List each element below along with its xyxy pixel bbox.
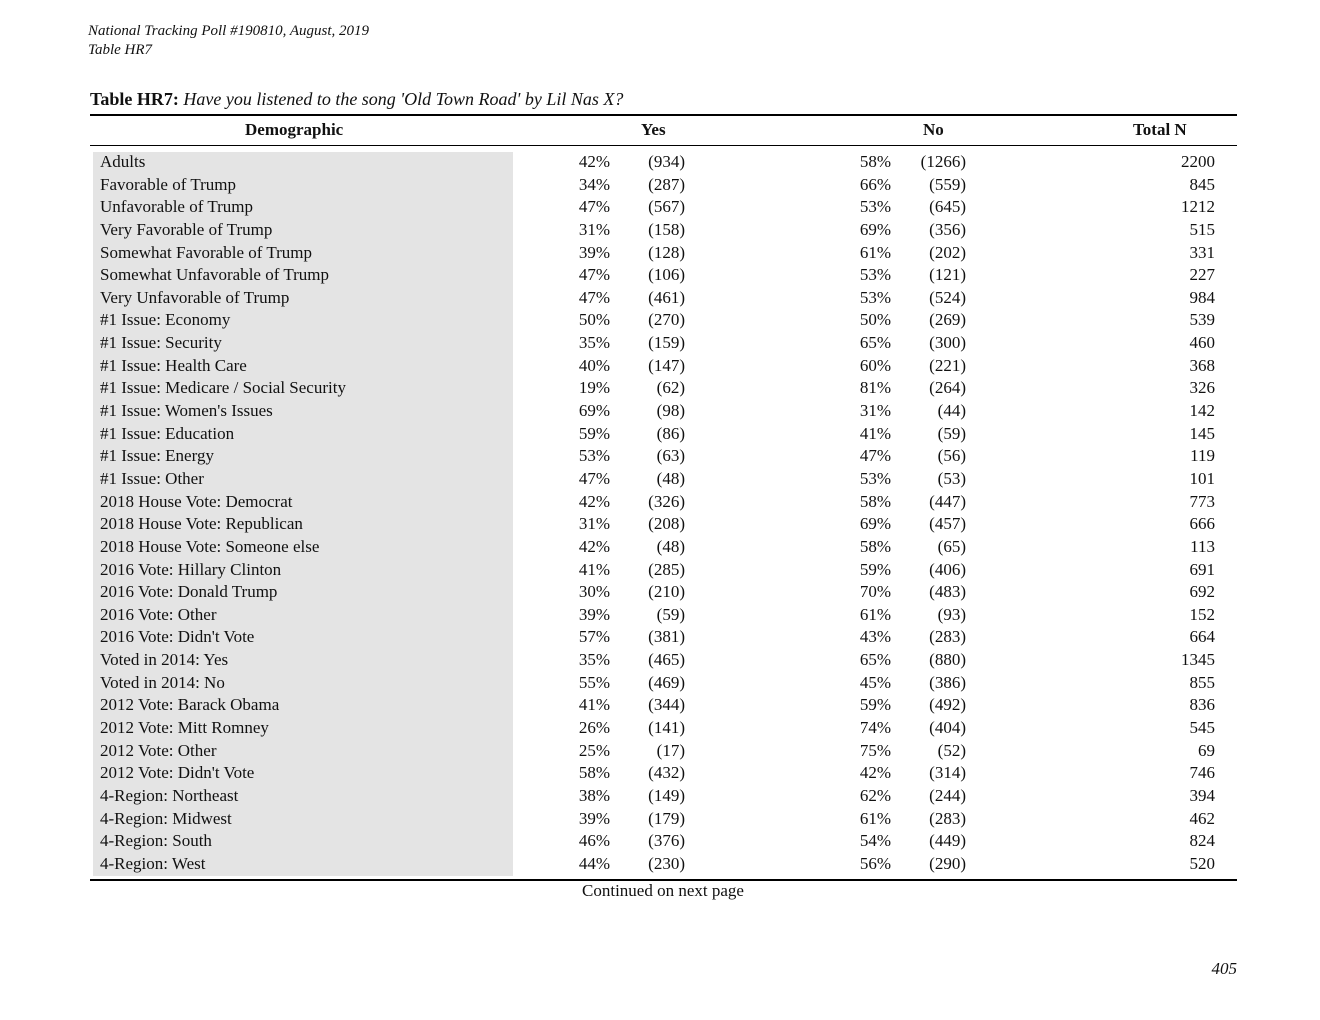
total-n: 545	[1189, 718, 1215, 738]
no-percent: 60%	[859, 355, 891, 375]
row-label: #1 Issue: Energy	[100, 446, 214, 466]
no-count: (202)	[929, 242, 966, 262]
row-label: 2018 House Vote: Someone else	[100, 536, 320, 556]
no-percent: 42%	[859, 763, 891, 783]
table-row	[0, 491, 1320, 514]
table-row	[0, 785, 1320, 808]
total-n: 666	[1189, 514, 1215, 534]
no-percent: 62%	[859, 785, 891, 805]
yes-count: (465)	[648, 650, 685, 670]
row-label: 2012 Vote: Didn't Vote	[100, 763, 255, 783]
caption-question: Have you listened to the song 'Old Town Road' by Lil Nas X?	[183, 89, 624, 109]
yes-percent: 53%	[578, 446, 610, 466]
no-count: (645)	[929, 197, 966, 217]
table-row	[0, 830, 1320, 853]
total-n: 1345	[1181, 650, 1215, 670]
no-percent: 75%	[859, 740, 891, 760]
caption-label: Table HR7:	[90, 89, 179, 109]
yes-percent: 30%	[578, 582, 610, 602]
total-n: 69	[1198, 740, 1215, 760]
row-label: Voted in 2014: No	[100, 672, 225, 692]
no-count: (53)	[937, 468, 966, 488]
yes-percent: 58%	[578, 763, 610, 783]
row-label: Very Unfavorable of Trump	[100, 287, 290, 307]
yes-percent: 41%	[578, 559, 610, 579]
yes-percent: 46%	[578, 831, 610, 851]
table-row	[0, 400, 1320, 423]
yes-count: (147)	[648, 355, 685, 375]
header-rule	[90, 145, 1237, 146]
table-row	[0, 626, 1320, 649]
no-percent: 47%	[859, 446, 891, 466]
total-n: 746	[1189, 763, 1215, 783]
row-label: Adults	[100, 152, 146, 171]
table-row	[0, 445, 1320, 468]
yes-count: (98)	[656, 401, 685, 421]
row-label: 2016 Vote: Donald Trump	[100, 582, 278, 602]
total-n: 460	[1189, 333, 1215, 353]
no-percent: 53%	[859, 468, 891, 488]
table-row	[0, 672, 1320, 695]
yes-count: (432)	[648, 763, 685, 783]
no-percent: 58%	[859, 152, 891, 171]
yes-count: (469)	[648, 672, 685, 692]
table-row	[0, 219, 1320, 242]
yes-percent: 47%	[578, 287, 610, 307]
no-count: (290)	[929, 853, 966, 873]
no-percent: 59%	[859, 695, 891, 715]
no-count: (65)	[937, 536, 966, 556]
table-row	[0, 853, 1320, 876]
no-percent: 58%	[859, 491, 891, 511]
table-row	[0, 196, 1320, 219]
yes-percent: 35%	[578, 650, 610, 670]
yes-count: (376)	[648, 831, 685, 851]
yes-count: (48)	[656, 536, 685, 556]
yes-count: (179)	[648, 808, 685, 828]
yes-percent: 35%	[578, 333, 610, 353]
total-n: 368	[1189, 355, 1215, 375]
no-percent: 31%	[859, 401, 891, 421]
yes-percent: 57%	[578, 627, 610, 647]
row-label: 2012 Vote: Mitt Romney	[100, 718, 269, 738]
yes-percent: 50%	[578, 310, 610, 330]
yes-percent: 39%	[578, 604, 610, 624]
table-row	[0, 808, 1320, 831]
no-count: (314)	[929, 763, 966, 783]
no-percent: 61%	[859, 808, 891, 828]
no-percent: 53%	[859, 287, 891, 307]
no-percent: 65%	[859, 650, 891, 670]
row-label: #1 Issue: Women's Issues	[100, 401, 273, 421]
yes-count: (381)	[648, 627, 685, 647]
row-label: Somewhat Unfavorable of Trump	[100, 265, 330, 285]
yes-count: (63)	[656, 446, 685, 466]
row-label: 2016 Vote: Other	[100, 604, 217, 624]
yes-count: (285)	[648, 559, 685, 579]
yes-percent: 39%	[578, 242, 610, 262]
yes-count: (326)	[648, 491, 685, 511]
yes-count: (270)	[648, 310, 685, 330]
yes-count: (287)	[648, 174, 685, 194]
no-percent: 53%	[859, 265, 891, 285]
no-percent: 70%	[859, 582, 891, 602]
yes-count: (934)	[648, 152, 685, 171]
no-count: (283)	[929, 627, 966, 647]
yes-count: (208)	[648, 514, 685, 534]
row-label: 4-Region: Midwest	[100, 808, 232, 828]
total-n: 227	[1189, 265, 1215, 285]
no-count: (457)	[929, 514, 966, 534]
yes-count: (62)	[656, 378, 685, 398]
no-count: (447)	[929, 491, 966, 511]
total-n: 331	[1189, 242, 1215, 262]
yes-count: (48)	[656, 468, 685, 488]
total-n: 691	[1189, 559, 1215, 579]
total-n: 119	[1190, 446, 1215, 466]
yes-percent: 69%	[578, 401, 610, 421]
no-count: (404)	[929, 718, 966, 738]
no-count: (559)	[929, 174, 966, 194]
yes-count: (230)	[648, 853, 685, 873]
no-count: (59)	[937, 423, 966, 443]
total-n: 462	[1189, 808, 1215, 828]
total-n: 692	[1189, 582, 1215, 602]
total-n: 520	[1189, 853, 1215, 873]
table-row	[0, 355, 1320, 378]
no-percent: 43%	[859, 627, 891, 647]
no-count: (880)	[929, 650, 966, 670]
yes-percent: 38%	[578, 785, 610, 805]
no-count: (269)	[929, 310, 966, 330]
table-row	[0, 242, 1320, 265]
row-label: 4-Region: West	[100, 853, 206, 873]
total-n: 824	[1189, 831, 1215, 851]
no-count: (121)	[929, 265, 966, 285]
no-percent: 66%	[859, 174, 891, 194]
yes-percent: 39%	[578, 808, 610, 828]
yes-percent: 34%	[578, 174, 610, 194]
total-n: 2200	[1181, 152, 1215, 171]
table-row	[0, 604, 1320, 627]
table-body	[0, 151, 1320, 876]
no-percent: 81%	[859, 378, 891, 398]
table-row	[0, 423, 1320, 446]
row-label: 2016 Vote: Hillary Clinton	[100, 559, 282, 579]
column-header-demographic: Demographic	[245, 120, 344, 139]
no-percent: 61%	[859, 242, 891, 262]
total-n: 1212	[1181, 197, 1215, 217]
no-count: (386)	[929, 672, 966, 692]
table-row	[0, 513, 1320, 536]
total-n: 326	[1189, 378, 1215, 398]
yes-count: (141)	[648, 718, 685, 738]
yes-percent: 42%	[578, 152, 610, 171]
table-row	[0, 649, 1320, 672]
table-row	[0, 377, 1320, 400]
yes-percent: 31%	[578, 219, 610, 239]
no-percent: 41%	[859, 423, 891, 443]
table-row	[0, 468, 1320, 491]
no-percent: 69%	[859, 514, 891, 534]
yes-percent: 47%	[578, 468, 610, 488]
yes-percent: 19%	[578, 378, 610, 398]
column-header-no: No	[923, 120, 944, 139]
row-label: #1 Issue: Education	[100, 423, 235, 443]
row-label: Unfavorable of Trump	[100, 197, 253, 217]
yes-percent: 47%	[578, 197, 610, 217]
total-n: 984	[1189, 287, 1215, 307]
row-label: 2012 Vote: Other	[100, 740, 217, 760]
yes-percent: 31%	[578, 514, 610, 534]
yes-percent: 55%	[578, 672, 610, 692]
column-header-yes: Yes	[641, 120, 666, 139]
no-percent: 61%	[859, 604, 891, 624]
yes-percent: 41%	[578, 695, 610, 715]
no-percent: 58%	[859, 536, 891, 556]
total-n: 515	[1189, 219, 1215, 239]
no-count: (283)	[929, 808, 966, 828]
table-row	[0, 536, 1320, 559]
total-n: 845	[1189, 174, 1215, 194]
no-percent: 69%	[859, 219, 891, 239]
yes-count: (158)	[648, 219, 685, 239]
yes-count: (17)	[656, 740, 685, 760]
table-row	[0, 717, 1320, 740]
yes-count: (567)	[648, 197, 685, 217]
no-percent: 45%	[859, 672, 891, 692]
table-row	[0, 264, 1320, 287]
total-n: 101	[1189, 468, 1215, 488]
total-n: 113	[1190, 536, 1215, 556]
row-label: #1 Issue: Other	[100, 468, 204, 488]
table-row	[0, 559, 1320, 582]
row-label: 2018 House Vote: Democrat	[100, 491, 293, 511]
yes-percent: 59%	[578, 423, 610, 443]
continued-note: Continued on next page	[582, 881, 744, 900]
total-n: 539	[1189, 310, 1215, 330]
table-row	[0, 287, 1320, 310]
no-count: (264)	[929, 378, 966, 398]
no-percent: 54%	[859, 831, 891, 851]
yes-count: (344)	[648, 695, 685, 715]
yes-count: (86)	[656, 423, 685, 443]
yes-count: (128)	[648, 242, 685, 262]
yes-percent: 42%	[578, 491, 610, 511]
row-label: Favorable of Trump	[100, 174, 236, 194]
no-percent: 74%	[859, 718, 891, 738]
no-count: (244)	[929, 785, 966, 805]
row-label: Very Favorable of Trump	[100, 219, 273, 239]
table-caption	[90, 88, 623, 110]
total-n: 142	[1189, 401, 1215, 421]
yes-count: (59)	[656, 604, 685, 624]
no-percent: 59%	[859, 559, 891, 579]
no-count: (93)	[937, 604, 966, 624]
row-label: Somewhat Favorable of Trump	[100, 242, 313, 262]
no-percent: 56%	[859, 853, 891, 873]
no-count: (406)	[929, 559, 966, 579]
row-label: 4-Region: South	[100, 831, 212, 851]
table-id: Table HR7	[88, 42, 153, 58]
total-n: 773	[1189, 491, 1215, 511]
row-label: 2018 House Vote: Republican	[100, 514, 303, 534]
table-row	[0, 581, 1320, 604]
yes-count: (461)	[648, 287, 685, 307]
row-label: 2016 Vote: Didn't Vote	[100, 627, 255, 647]
total-n: 394	[1189, 785, 1215, 805]
total-n: 836	[1189, 695, 1215, 715]
row-label: #1 Issue: Security	[100, 333, 222, 353]
top-rule	[90, 114, 1237, 116]
yes-count: (106)	[648, 265, 685, 285]
table-row	[0, 762, 1320, 785]
no-count: (56)	[937, 446, 966, 466]
row-label: Voted in 2014: Yes	[100, 650, 229, 670]
table-row	[0, 174, 1320, 197]
no-percent: 53%	[859, 197, 891, 217]
no-count: (524)	[929, 287, 966, 307]
no-count: (449)	[929, 831, 966, 851]
no-count: (356)	[929, 219, 966, 239]
no-count: (483)	[929, 582, 966, 602]
table-row	[0, 332, 1320, 355]
no-count: (52)	[937, 740, 966, 760]
no-percent: 65%	[859, 333, 891, 353]
row-label: 2012 Vote: Barack Obama	[100, 695, 280, 715]
total-n: 152	[1189, 604, 1215, 624]
yes-percent: 40%	[578, 355, 610, 375]
yes-percent: 42%	[578, 536, 610, 556]
yes-percent: 47%	[578, 265, 610, 285]
poll-title: National Tracking Poll #190810, August, 2019	[88, 23, 369, 39]
total-n: 145	[1189, 423, 1215, 443]
row-label: #1 Issue: Health Care	[100, 355, 247, 375]
yes-percent: 44%	[578, 853, 610, 873]
no-count: (44)	[937, 401, 966, 421]
row-label: #1 Issue: Economy	[100, 310, 231, 330]
table-row	[0, 309, 1320, 332]
no-percent: 50%	[859, 310, 891, 330]
yes-count: (210)	[648, 582, 685, 602]
table-row	[0, 740, 1320, 763]
column-header-total: Total N	[1133, 120, 1187, 139]
row-label: #1 Issue: Medicare / Social Security	[100, 378, 346, 398]
yes-percent: 25%	[578, 740, 610, 760]
no-count: (1266)	[920, 152, 966, 171]
row-label: 4-Region: Northeast	[100, 785, 239, 805]
no-count: (300)	[929, 333, 966, 353]
page-number: 405	[1211, 959, 1237, 978]
table-row	[0, 694, 1320, 717]
no-count: (492)	[929, 695, 966, 715]
no-count: (221)	[929, 355, 966, 375]
total-n: 664	[1189, 627, 1215, 647]
yes-count: (149)	[648, 785, 685, 805]
table-row	[0, 151, 1320, 174]
yes-percent: 26%	[578, 718, 610, 738]
total-n: 855	[1189, 672, 1215, 692]
yes-count: (159)	[648, 333, 685, 353]
